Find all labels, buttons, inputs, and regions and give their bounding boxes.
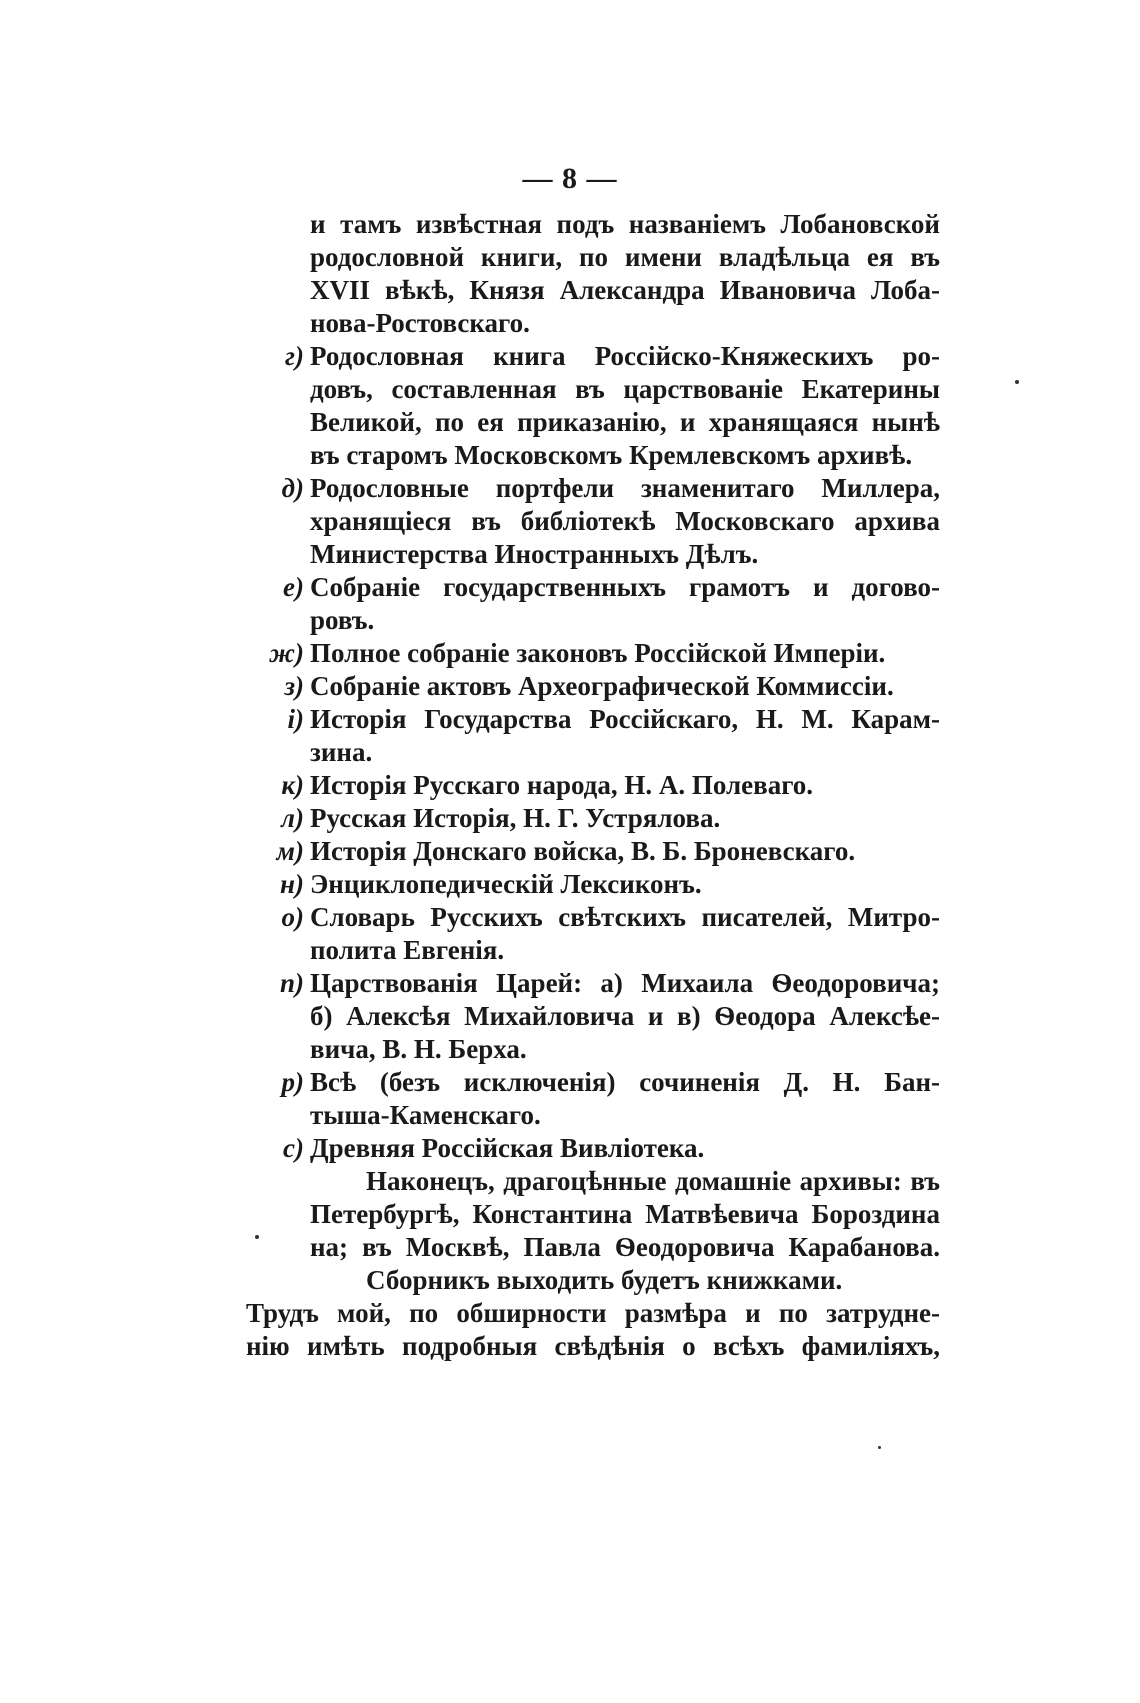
item-line: Собраніе государственныхъ грамотъ и догово- [310, 572, 940, 602]
item-line: Министерства Иностранныхъ Дѣлъ. [310, 539, 759, 569]
list-item [250, 769, 940, 802]
item-line: Великой, по ея приказанію, и хранящаяся нынѣ [310, 407, 940, 437]
item-line: хранящіеся въ библіотекѣ Московскаго архива [310, 506, 940, 536]
item-label: п) [279, 968, 304, 998]
item-label: і) [287, 704, 304, 734]
item-label: с) [283, 1133, 304, 1163]
list-item [250, 901, 940, 967]
item-label: г) [285, 341, 304, 371]
closing-line: Петербургѣ, Константина Матвѣевича Бороздина [310, 1199, 940, 1229]
item-line: Полное собраніе законовъ Россійской Имперіи. [310, 638, 886, 668]
speck-mark [255, 1235, 259, 1239]
list-item [250, 637, 940, 670]
item-label: л) [281, 803, 304, 833]
item-line: вича, В. Н. Берха. [310, 1034, 527, 1064]
item-label: н) [280, 869, 304, 899]
final-line: Трудъ мой, по обширности размѣра и по затрудне- [246, 1298, 940, 1328]
item-line: Исторія Русскаго народа, Н. А. Полеваго. [310, 770, 814, 800]
item-line: Родословные портфели знаменитаго Миллера, [310, 473, 940, 503]
item-label: з) [284, 671, 304, 701]
page-body [246, 208, 940, 1363]
item-line: зина. [310, 737, 373, 767]
list-item [250, 835, 940, 868]
closing-line: Наконецъ, драгоцѣнные домашніе архивы: въ [366, 1166, 940, 1196]
item-line: въ старомъ Московскомъ Кремлевскомъ архивѣ. [310, 440, 913, 470]
list-item [250, 571, 940, 637]
list-item [250, 340, 940, 472]
list-item [250, 703, 940, 769]
speck-mark [1015, 380, 1019, 384]
list-item [250, 967, 940, 1066]
item-label: о) [281, 902, 304, 932]
list-item [250, 868, 940, 901]
item-label: ж) [269, 638, 304, 668]
item-line: Исторія Донскаго войска, В. Б. Броневскаго. [310, 836, 856, 866]
final-line: нію имѣть подробныя свѣдѣнія о всѣхъ фамиліяхъ, [246, 1331, 940, 1361]
item-line: Исторія Государства Россійскаго, Н. М. Карам- [310, 704, 940, 734]
item-line: б) Алексѣя Михайловича и в) Ѳеодора Алексѣе- [310, 1001, 940, 1031]
item-line: Царствованія Царей: а) Михаила Ѳеодоровича; [310, 968, 940, 998]
item-label: е) [283, 572, 304, 602]
item-label: к) [281, 770, 304, 800]
list-item [250, 472, 940, 571]
item-line: Древняя Россійская Вивліотека. [310, 1133, 705, 1163]
list-item [250, 802, 940, 835]
item-line: Всѣ (безъ исключенія) сочиненія Д. Н. Бан- [310, 1067, 940, 1097]
item-line: довъ, составленная въ царствованіе Екатерины [310, 374, 940, 404]
item-label: р) [281, 1067, 304, 1097]
item-line: Русская Исторія, Н. Г. Устрялова. [310, 803, 721, 833]
item-label: м) [276, 836, 304, 866]
item-line: ровъ. [310, 605, 375, 635]
item-line: тыша-Каменскаго. [310, 1100, 541, 1130]
intro-line: XVII вѣкѣ, Князя Александра Ивановича Лоба- [310, 275, 940, 305]
item-line: Собраніе актовъ Археографической Коммиссіи. [310, 671, 894, 701]
item-line: полита Евгенія. [310, 935, 505, 965]
item-label: д) [281, 473, 304, 503]
intro-line: родословной книги, по имени владѣльца ея въ [310, 242, 940, 272]
closing-line: на; въ Москвѣ, Павла Ѳеодоровича Карабанова. [310, 1232, 940, 1262]
item-line: Родословная книга Россійско-Княжескихъ ро- [310, 341, 940, 371]
collection-line: Сборникъ выходить будетъ книжками. [366, 1265, 843, 1295]
speck-mark [878, 1446, 881, 1449]
list-item [250, 670, 940, 703]
intro-line: нова-Ростовскаго. [310, 308, 530, 338]
page-number: — 8 — [522, 162, 618, 195]
intro-line: и тамъ извѣстная подъ названіемъ Лобановской [310, 209, 940, 239]
list-item [250, 1132, 940, 1165]
item-line: Энциклопедическій Лексиконъ. [310, 869, 702, 899]
list-item [250, 1066, 940, 1132]
item-line: Словарь Русскихъ свѣтскихъ писателей, Митро- [310, 902, 940, 932]
